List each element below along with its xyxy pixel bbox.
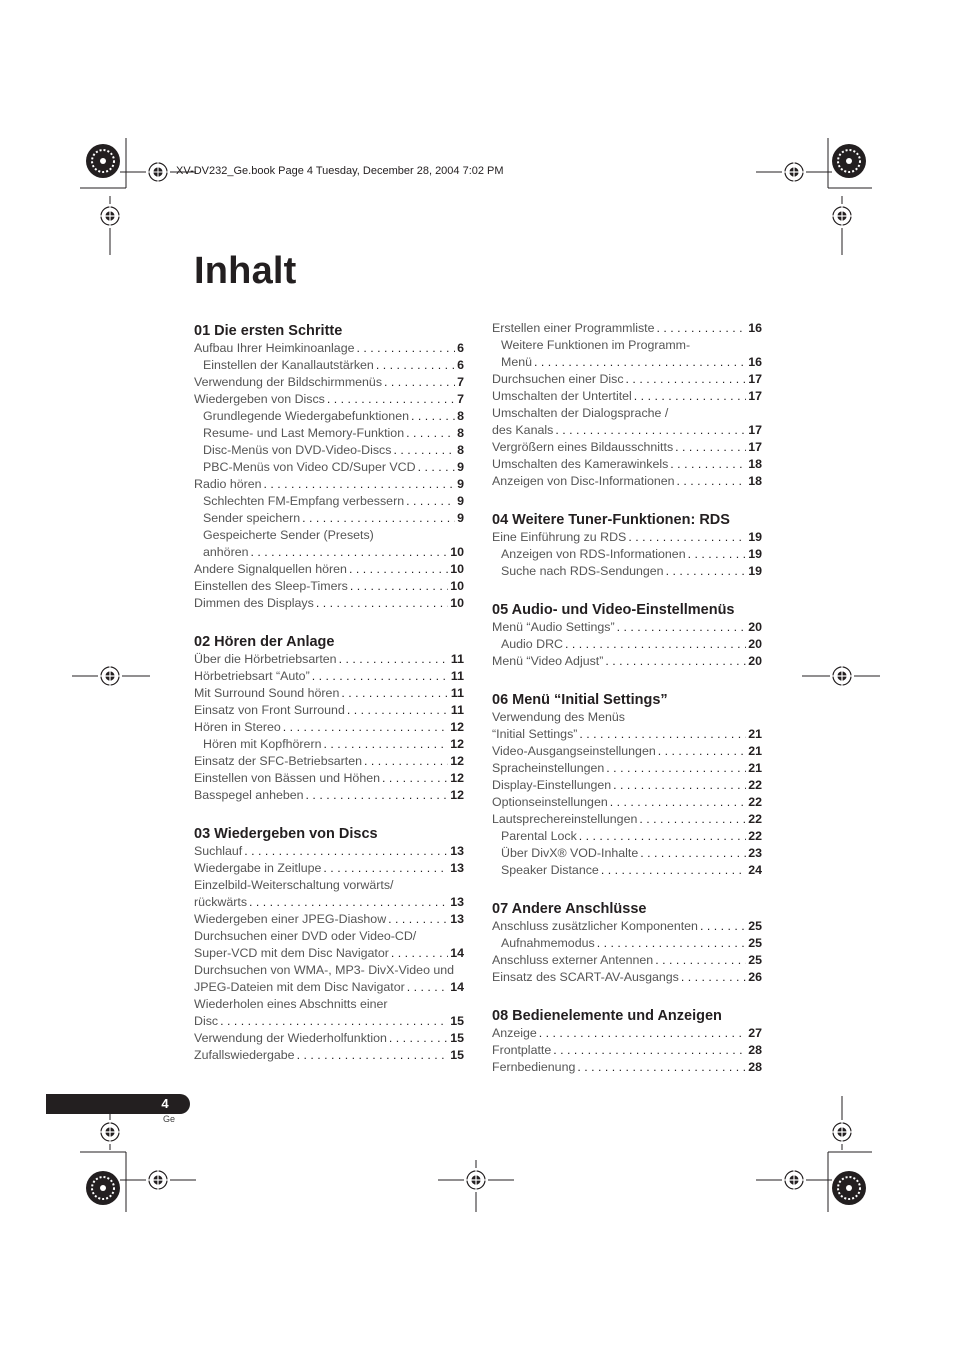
toc-entry-label: JPEG-Dateien mit dem Disc Navigator <box>194 980 405 994</box>
dot-leader <box>411 408 455 425</box>
toc-entry-label: Anzeigen von RDS-Informationen <box>501 547 686 561</box>
toc-entry-first-line: Durchsuchen von WMA-, MP3- DivX-Video und <box>194 963 455 977</box>
page-number: 4 <box>161 1096 169 1111</box>
dot-leader <box>579 726 746 743</box>
dot-leader <box>657 320 747 337</box>
toc-entry-page: 23 <box>748 846 762 860</box>
toc-entry-label: Suche nach RDS-Sendungen <box>501 564 664 578</box>
toc-section <box>492 320 762 490</box>
toc-entry-page: 16 <box>748 355 762 369</box>
toc-entry[interactable] <box>194 911 464 928</box>
section-title: 06 Menü “Initial Settings” <box>492 692 668 708</box>
toc-entry[interactable] <box>194 391 464 408</box>
toc-entry-label: des Kanals <box>492 423 554 437</box>
toc-entry-page: 8 <box>457 426 464 440</box>
toc-entry-label: “Initial Settings” <box>492 727 578 741</box>
toc-entry[interactable] <box>492 743 762 760</box>
toc-entry-label: Schlechten FM-Empfang verbessern <box>203 494 405 508</box>
toc-entry-label: Wiedergabe in Zeitlupe <box>194 861 322 875</box>
dot-leader <box>658 743 746 760</box>
section-title: 03 Wiedergeben von Discs <box>194 826 378 842</box>
toc-entry[interactable] <box>492 354 762 371</box>
toc-entry[interactable] <box>492 811 762 828</box>
toc-entry[interactable] <box>194 510 464 527</box>
toc-entry[interactable] <box>492 935 762 952</box>
page-title: Inhalt <box>194 250 297 292</box>
toc-entry-page: 17 <box>748 372 762 386</box>
toc-entry[interactable] <box>194 561 464 578</box>
toc-entry-label: Suchlauf <box>194 844 243 858</box>
toc-entry[interactable] <box>492 563 762 580</box>
toc-entry-page: 22 <box>748 812 762 826</box>
toc-entry[interactable] <box>492 1059 762 1076</box>
toc-entry-page: 25 <box>748 919 762 933</box>
dot-leader <box>539 1025 746 1042</box>
dot-leader <box>389 1030 448 1047</box>
toc-entry[interactable] <box>492 845 762 862</box>
toc-entry-page: 22 <box>748 795 762 809</box>
toc-entry[interactable] <box>492 653 762 670</box>
section-title: 05 Audio- und Video-Einstellmenüs <box>492 602 735 618</box>
toc-entry[interactable] <box>492 969 762 986</box>
toc-entry-label: Optionseinstellungen <box>492 795 608 809</box>
toc-entry[interactable] <box>194 357 464 374</box>
toc-entry-page: 14 <box>450 946 464 960</box>
dot-leader <box>406 425 455 442</box>
toc-entry[interactable] <box>492 456 762 473</box>
toc-entry[interactable] <box>492 777 762 794</box>
dot-leader <box>384 374 455 391</box>
toc-entry-page: 10 <box>450 579 464 593</box>
toc-entry-page: 17 <box>748 440 762 454</box>
toc-entry-label: Einstellen der Kanallautstärken <box>203 358 374 372</box>
toc-entry-page: 18 <box>748 474 762 488</box>
toc-entry-label: rückwärts <box>194 895 248 909</box>
toc-entry-label: Frontplatte <box>492 1043 552 1057</box>
toc-entry[interactable] <box>194 408 464 425</box>
toc-entry-page: 17 <box>748 389 762 403</box>
toc-entry[interactable] <box>492 320 762 337</box>
toc-entry-label: Erstellen einer Programmliste <box>492 321 655 335</box>
toc-entry-page: 25 <box>748 953 762 967</box>
toc-entry-label: Einsatz des SCART-AV-Ausgangs <box>492 970 679 984</box>
file-info-header: XV-DV232_Ge.book Page 4 Tuesday, December 28, 2004 7:02 PM <box>176 165 504 177</box>
toc-entry-label: Dimmen des Displays <box>194 596 314 610</box>
toc-entry[interactable] <box>194 753 464 770</box>
toc-entry-page: 18 <box>748 457 762 471</box>
toc-entry[interactable] <box>194 770 464 787</box>
dot-leader <box>681 969 746 986</box>
section-title: 07 Andere Anschlüsse <box>492 901 647 917</box>
dot-leader <box>349 561 448 578</box>
dot-leader <box>688 546 747 563</box>
dot-leader <box>376 357 455 374</box>
dot-leader <box>617 619 747 636</box>
dot-leader <box>613 777 746 794</box>
toc-entry-label: Grundlegende Wiedergabefunktionen <box>203 409 409 423</box>
dot-leader <box>606 760 746 777</box>
page-language-code: Ge <box>162 1114 175 1124</box>
toc-entry[interactable] <box>492 422 762 439</box>
toc-entry-label: Verwendung der Wiederholfunktion <box>194 1031 387 1045</box>
dot-leader <box>323 736 448 753</box>
toc-entry[interactable] <box>492 1025 762 1042</box>
dot-leader <box>382 770 448 787</box>
dot-leader <box>350 578 448 595</box>
toc-entry-label: Sender speichern <box>203 511 301 525</box>
toc-section <box>492 601 762 670</box>
toc-entry[interactable] <box>492 371 762 388</box>
dot-leader <box>628 529 746 546</box>
dot-leader <box>565 636 746 653</box>
toc-entry-page: 11 <box>450 669 464 683</box>
dot-leader <box>534 354 746 371</box>
toc-entry-label: Menü “Video Adjust” <box>492 654 604 668</box>
dot-leader <box>605 653 746 670</box>
toc-entry-label: Einstellen des Sleep-Timers <box>194 579 348 593</box>
dot-leader <box>339 651 449 668</box>
toc-entry-page: 13 <box>450 912 464 926</box>
toc-entry[interactable] <box>194 340 464 357</box>
toc-entry[interactable] <box>492 726 762 743</box>
dot-leader <box>357 340 456 357</box>
dot-leader <box>393 442 455 459</box>
toc-entry[interactable] <box>194 1047 464 1064</box>
dot-leader <box>655 952 746 969</box>
toc-entry-page: 12 <box>450 754 464 768</box>
toc-entry-label: Andere Signalquellen hören <box>194 562 347 576</box>
dot-leader <box>264 476 456 493</box>
toc-left-column <box>194 320 464 1064</box>
toc-entry-label: Disc-Menüs von DVD-Video-Discs <box>203 443 392 457</box>
toc-entry-label: Aufbau Ihrer Heimkinoanlage <box>194 341 355 355</box>
toc-entry-page: 15 <box>450 1048 464 1062</box>
dot-leader <box>418 459 456 476</box>
dot-leader <box>244 843 448 860</box>
toc-entry-label: Mit Surround Sound hören <box>194 686 340 700</box>
toc-entry-page: 17 <box>748 423 762 437</box>
toc-entry[interactable] <box>194 736 464 753</box>
toc-entry-first-line: Umschalten der Dialogsprache / <box>492 406 669 420</box>
toc-entry-page: 12 <box>450 720 464 734</box>
toc-entry-label: Eine Einführung zu RDS <box>492 530 627 544</box>
dot-leader <box>220 1013 448 1030</box>
dot-leader <box>670 456 746 473</box>
dot-leader <box>597 935 747 952</box>
toc-entry[interactable] <box>492 636 762 653</box>
toc-entry[interactable] <box>492 473 762 490</box>
toc-entry-first-line: Einzelbild-Weiterschaltung vorwärts/ <box>194 878 394 892</box>
toc-entry-label: Über DivX® VOD-Inhalte <box>501 846 639 860</box>
toc-entry-label: Einsatz der SFC-Betriebsarten <box>194 754 363 768</box>
toc-entry-page: 15 <box>450 1031 464 1045</box>
toc-entry[interactable] <box>194 843 464 860</box>
dot-leader <box>316 595 448 612</box>
toc-entry[interactable] <box>194 979 464 996</box>
toc-entry[interactable] <box>194 702 464 719</box>
section-title: 08 Bedienelemente und Anzeigen <box>492 1008 722 1024</box>
toc-entry-label: Vergrößern eines Bildausschnitts <box>492 440 674 454</box>
dot-leader <box>555 422 746 439</box>
toc-entry-page: 8 <box>457 409 464 423</box>
toc-entry-page: 21 <box>748 761 762 775</box>
dot-leader <box>341 685 449 702</box>
toc-entry-page: 26 <box>748 970 762 984</box>
toc-entry-page: 22 <box>748 778 762 792</box>
toc-entry[interactable] <box>194 668 464 685</box>
toc-entry-label: Einstellen von Bässen und Höhen <box>194 771 380 785</box>
dot-leader <box>626 371 747 388</box>
toc-entry-page: 21 <box>748 727 762 741</box>
toc-entry-page: 22 <box>748 829 762 843</box>
toc-entry-page: 11 <box>450 686 464 700</box>
dot-leader <box>388 911 448 928</box>
toc-entry-label: Wiedergeben von Discs <box>194 392 325 406</box>
toc-entry-page: 19 <box>748 547 762 561</box>
toc-entry-page: 13 <box>450 861 464 875</box>
toc-entry-label: Parental Lock <box>501 829 577 843</box>
toc-entry-label: Display-Einstellungen <box>492 778 612 792</box>
dot-leader <box>302 510 455 527</box>
toc-entry-page: 21 <box>748 744 762 758</box>
toc-entry-label: Fernbedienung <box>492 1060 576 1074</box>
toc-section <box>492 691 762 879</box>
section-title: 04 Weitere Tuner-Funktionen: RDS <box>492 512 730 528</box>
toc-entry[interactable] <box>194 442 464 459</box>
toc-entry[interactable] <box>194 578 464 595</box>
dot-leader <box>675 439 746 456</box>
toc-entry-label: Audio DRC <box>501 637 563 651</box>
toc-entry[interactable] <box>492 918 762 935</box>
toc-entry[interactable] <box>492 760 762 777</box>
toc-entry-first-line: Gespeicherte Sender (Presets) <box>203 528 374 542</box>
toc-entry-label: Basspegel anheben <box>194 788 304 802</box>
toc-entry-label: Menü “Audio Settings” <box>492 620 615 634</box>
toc-entry[interactable] <box>194 425 464 442</box>
dot-leader <box>406 493 455 510</box>
toc-entry-page: 14 <box>450 980 464 994</box>
toc-entry-label: Anzeige <box>492 1026 537 1040</box>
toc-entry-page: 9 <box>457 494 464 508</box>
toc-entry-label: Verwendung der Bildschirmmenüs <box>194 375 383 389</box>
toc-entry-page: 24 <box>748 863 762 877</box>
toc-entry-label: Video-Ausgangseinstellungen <box>492 744 656 758</box>
toc-entry-first-line: Verwendung des Menüs <box>492 710 625 724</box>
dot-leader <box>407 979 448 996</box>
toc-entry-label: PBC-Menüs von Video CD/Super VCD <box>203 460 416 474</box>
toc-entry[interactable] <box>194 894 464 911</box>
toc-entry[interactable] <box>492 529 762 546</box>
toc-entry-page: 6 <box>457 358 464 372</box>
toc-section <box>194 322 464 612</box>
toc-entry[interactable] <box>194 476 464 493</box>
toc-entry-label: Anschluss zusätzlicher Komponenten <box>492 919 698 933</box>
toc-entry-label: Wiedergeben einer JPEG-Diashow <box>194 912 387 926</box>
toc-entry-page: 10 <box>450 545 464 559</box>
toc-entry[interactable] <box>492 388 762 405</box>
toc-entry-label: Aufnahmemodus <box>501 936 595 950</box>
toc-entry-label: Über die Hörbetriebsarten <box>194 652 337 666</box>
toc-entry[interactable] <box>194 860 464 877</box>
dot-leader <box>553 1042 746 1059</box>
dot-leader <box>364 753 448 770</box>
toc-entry-label: Spracheinstellungen <box>492 761 605 775</box>
dot-leader <box>666 563 747 580</box>
toc-entry-label: anhören <box>203 545 249 559</box>
toc-entry-label: Super-VCD mit dem Disc Navigator <box>194 946 389 960</box>
toc-entry-page: 28 <box>748 1043 762 1057</box>
toc-entry-page: 16 <box>748 321 762 335</box>
toc-entry-page: 12 <box>450 737 464 751</box>
dot-leader <box>250 544 448 561</box>
toc-entry-page: 15 <box>450 1014 464 1028</box>
toc-entry[interactable] <box>194 787 464 804</box>
toc-entry-page: 7 <box>457 392 464 406</box>
toc-entry-page: 6 <box>457 341 464 355</box>
toc-entry[interactable] <box>194 459 464 476</box>
toc-entry-label: Zufallswiedergabe <box>194 1048 295 1062</box>
toc-entry-label: Lautsprechereinstellungen <box>492 812 638 826</box>
toc-entry-page: 27 <box>748 1026 762 1040</box>
dot-leader <box>634 388 746 405</box>
toc-entry[interactable] <box>194 719 464 736</box>
dot-leader <box>577 1059 746 1076</box>
toc-entry-first-line: Weitere Funktionen im Programm- <box>501 338 691 352</box>
toc-entry-page: 9 <box>457 511 464 525</box>
toc-entry-page: 13 <box>450 895 464 909</box>
toc-entry-first-line: Wiederholen eines Abschnitts einer <box>194 997 388 1011</box>
toc-entry-label: Umschalten der Untertitel <box>492 389 632 403</box>
dot-leader <box>579 828 746 845</box>
toc-entry-page: 20 <box>748 637 762 651</box>
dot-leader <box>312 668 449 685</box>
toc-entry[interactable] <box>492 546 762 563</box>
dot-leader <box>639 811 746 828</box>
toc-entry-page: 9 <box>457 477 464 491</box>
toc-entry-page: 13 <box>450 844 464 858</box>
toc-entry[interactable] <box>194 493 464 510</box>
dot-leader <box>391 945 448 962</box>
toc-entry[interactable] <box>492 952 762 969</box>
toc-entry-label: Anschluss externer Antennen <box>492 953 654 967</box>
toc-entry[interactable] <box>492 619 762 636</box>
toc-section <box>492 511 762 580</box>
toc-right-column <box>492 320 762 1076</box>
toc-entry-label: Disc <box>194 1014 219 1028</box>
toc-section <box>194 825 464 1064</box>
toc-entry[interactable] <box>194 1030 464 1047</box>
dot-leader <box>249 894 448 911</box>
dot-leader <box>610 794 746 811</box>
toc-entry-label: Resume- und Last Memory-Funktion <box>203 426 405 440</box>
toc-entry[interactable] <box>492 1042 762 1059</box>
toc-entry-page: 19 <box>748 530 762 544</box>
toc-entry[interactable] <box>492 439 762 456</box>
dot-leader <box>327 391 455 408</box>
toc-entry[interactable] <box>492 862 762 879</box>
toc-entry-page: 7 <box>457 375 464 389</box>
toc-entry[interactable] <box>194 544 464 561</box>
toc-entry-page: 19 <box>748 564 762 578</box>
toc-entry-page: 10 <box>450 562 464 576</box>
toc-entry-page: 20 <box>748 654 762 668</box>
toc-entry-label: Radio hören <box>194 477 262 491</box>
toc-entry-label: Hören in Stereo <box>194 720 281 734</box>
toc-entry[interactable] <box>194 595 464 612</box>
toc-entry[interactable] <box>194 651 464 668</box>
section-title: 01 Die ersten Schritte <box>194 323 343 339</box>
toc-entry-page: 11 <box>450 652 464 666</box>
toc-section <box>492 900 762 986</box>
dot-leader <box>283 719 448 736</box>
toc-entry-label: Einsatz von Front Surround <box>194 703 345 717</box>
toc-section <box>492 1007 762 1076</box>
toc-entry-page: 10 <box>450 596 464 610</box>
toc-entry-page: 25 <box>748 936 762 950</box>
toc-entry-page: 28 <box>748 1060 762 1074</box>
toc-entry-page: 8 <box>457 443 464 457</box>
toc-entry-page: 11 <box>450 703 464 717</box>
toc-entry[interactable] <box>194 685 464 702</box>
section-title: 02 Hören der Anlage <box>194 634 335 650</box>
toc-entry[interactable] <box>194 374 464 391</box>
toc-entry-label: Speaker Distance <box>501 863 599 877</box>
dot-leader <box>640 845 746 862</box>
toc-entry[interactable] <box>492 794 762 811</box>
toc-entry[interactable] <box>194 1013 464 1030</box>
toc-entry[interactable] <box>194 945 464 962</box>
toc-section <box>194 633 464 804</box>
dot-leader <box>601 862 746 879</box>
dot-leader <box>677 473 747 490</box>
toc-entry-label: Menü <box>501 355 532 369</box>
toc-entry[interactable] <box>492 828 762 845</box>
toc-entry-first-line: Durchsuchen einer DVD oder Video-CD/ <box>194 929 417 943</box>
toc-entry-label: Umschalten des Kamerawinkels <box>492 457 669 471</box>
toc-entry-label: Anzeigen von Disc-Informationen <box>492 474 675 488</box>
toc-entry-page: 20 <box>748 620 762 634</box>
dot-leader <box>306 787 449 804</box>
toc-entry-label: Hörbetriebsart “Auto” <box>194 669 310 683</box>
toc-entry-page: 12 <box>450 788 464 802</box>
dot-leader <box>700 918 746 935</box>
toc-entry-label: Durchsuchen einer Disc <box>492 372 624 386</box>
dot-leader <box>347 702 449 719</box>
toc-entry-page: 9 <box>457 460 464 474</box>
toc-entry-label: Hören mit Kopfhörern <box>203 737 322 751</box>
dot-leader <box>297 1047 449 1064</box>
dot-leader <box>323 860 448 877</box>
toc-entry-page: 12 <box>450 771 464 785</box>
